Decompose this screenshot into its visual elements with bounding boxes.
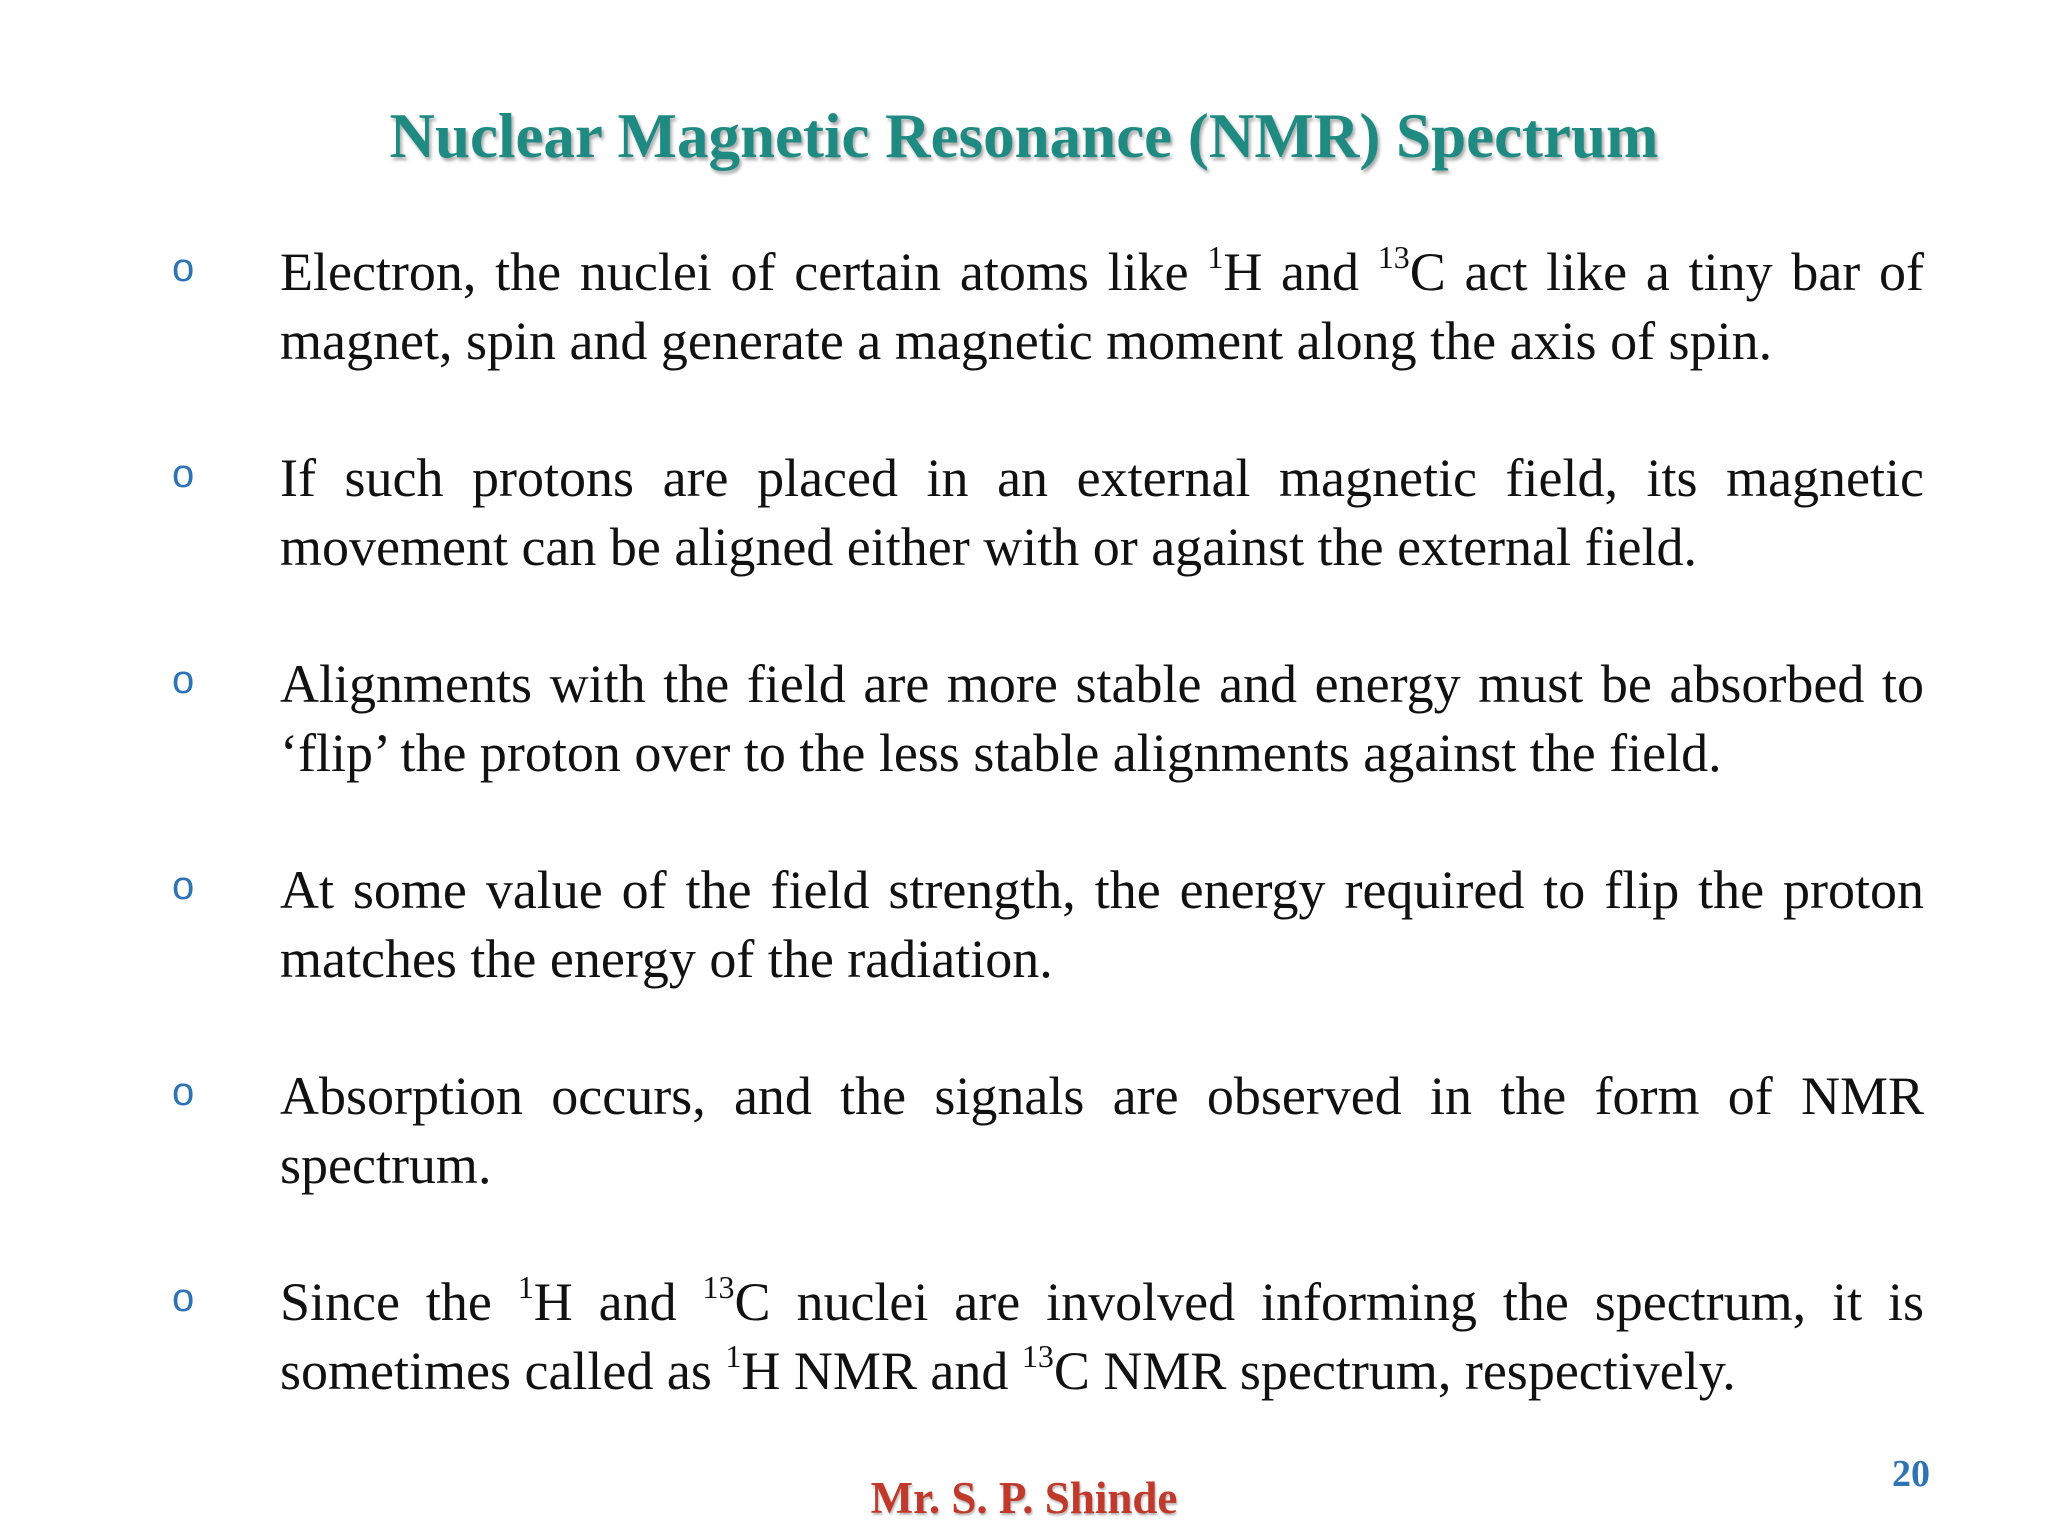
superscript: 13 <box>1021 1338 1054 1374</box>
text-run: If such protons are placed in an external magnetic field, its magnetic movement can be aligned either with or against the external field. <box>280 448 1924 577</box>
text-run: H NMR and <box>741 1341 1022 1401</box>
text-run: Absorption occurs, and the signals are observed in the form of NMR spectrum. <box>280 1066 1924 1195</box>
bullet-item <box>172 650 1924 856</box>
bullet-text <box>280 1268 1924 1406</box>
bullet-item <box>172 856 1924 1062</box>
superscript: 1 <box>1207 239 1224 275</box>
superscript: 1 <box>725 1338 742 1374</box>
slide-title: Nuclear Magnetic Resonance (NMR) Spectrum <box>389 101 1659 171</box>
author-name: Mr. S. P. Shinde <box>870 1473 1178 1523</box>
bullet-marker-icon: o <box>172 1070 195 1114</box>
page-number: 20 <box>1892 1453 1930 1495</box>
superscript: 13 <box>702 1269 735 1305</box>
bullet-marker-icon: o <box>172 246 195 290</box>
bullet-item <box>172 238 1924 444</box>
text-run: Since the <box>280 1272 518 1332</box>
bullet-marker-icon: o <box>172 864 195 908</box>
superscript: 13 <box>1377 239 1410 275</box>
text-run: At some value of the field strength, the energy required to flip the proton matches the energy of the radiation. <box>280 860 1924 989</box>
bullet-item <box>172 444 1924 650</box>
bullet-text <box>280 650 1924 788</box>
bullet-item <box>172 1062 1924 1268</box>
text-run: H and <box>1223 242 1378 302</box>
text-run: C nuclei are involved informing the spectrum, it is sometimes called as <box>280 1272 1924 1401</box>
text-run: Electron, the nuclei of certain atoms like <box>280 242 1208 302</box>
bullet-marker-icon: o <box>172 452 195 496</box>
text-run: Alignments with the field are more stable and energy must be absorbed to ‘flip’ the proton over to the less stable alignments against the field. <box>280 654 1924 783</box>
bullet-text <box>280 238 1924 376</box>
bullet-marker-icon: o <box>172 1276 195 1320</box>
bullet-list <box>172 238 1924 1474</box>
bullet-marker-icon: o <box>172 658 195 702</box>
bullet-text <box>280 1062 1924 1200</box>
bullet-item <box>172 1268 1924 1474</box>
text-run: C NMR spectrum, respectively. <box>1053 1341 1736 1401</box>
bullet-text <box>280 856 1924 994</box>
bullet-text <box>280 444 1924 582</box>
text-run: C act like a tiny bar of magnet, spin and generate a magnetic moment along the axis of spin. <box>280 242 1924 371</box>
text-run: H and <box>533 1272 703 1332</box>
superscript: 1 <box>517 1269 534 1305</box>
